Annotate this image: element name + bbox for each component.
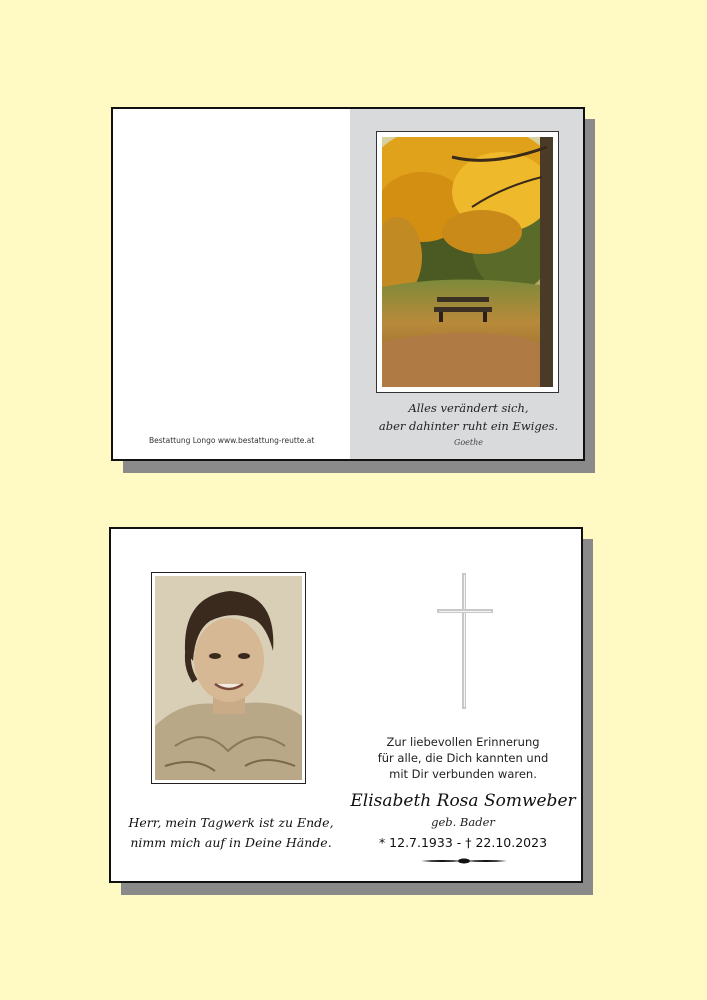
quote-line-1: Alles verändert sich, bbox=[408, 401, 529, 415]
imprint-text: Bestattung Longo www.bestattung-reutte.at bbox=[149, 436, 315, 445]
verse-line-1: Herr, mein Tagwerk ist zu Ende, bbox=[128, 815, 334, 830]
quote-author: Goethe bbox=[453, 438, 484, 447]
deceased-name: Elisabeth Rosa Somweber bbox=[350, 791, 576, 811]
portrait-photo-frame bbox=[151, 572, 306, 784]
birth-name: geb. Bader bbox=[431, 815, 495, 829]
autumn-bench-photo bbox=[382, 137, 553, 387]
front-cover-panel bbox=[350, 109, 583, 459]
landscape-photo-frame bbox=[376, 131, 559, 393]
inner-card bbox=[109, 527, 583, 883]
portrait-photo bbox=[155, 576, 302, 780]
quote-line-2: aber dahinter ruht ein Ewiges. bbox=[378, 419, 559, 433]
life-dates: * 12.7.1933 - † 22.10.2023 bbox=[378, 835, 548, 850]
cross-icon bbox=[435, 573, 495, 713]
memory-line-1: Zur liebevollen Erinnerung bbox=[386, 735, 540, 749]
verse-line-2: nimm mich auf in Deine Hände. bbox=[130, 835, 332, 850]
ornament-divider-icon bbox=[421, 857, 507, 865]
front-card bbox=[111, 107, 585, 461]
memory-line-2: für alle, die Dich kannten und bbox=[377, 751, 549, 765]
memory-line-3: mit Dir verbunden waren. bbox=[389, 767, 537, 781]
